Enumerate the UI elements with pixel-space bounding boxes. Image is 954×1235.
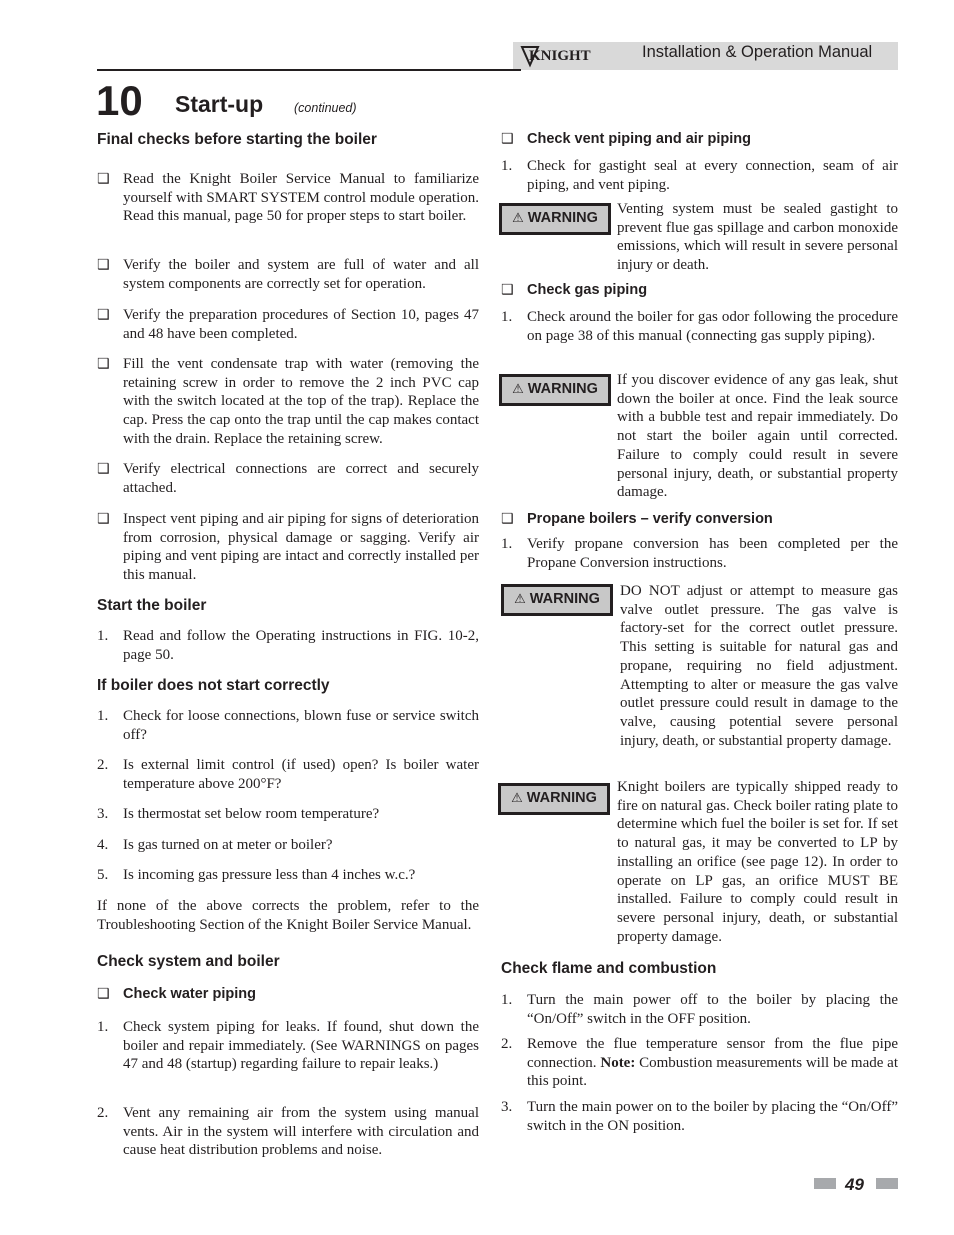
manual-title: Installation & Operation Manual — [642, 43, 873, 61]
list-item: 3. Is thermostat set below room temperature? — [97, 806, 380, 822]
list-item: 1. Check for gastight seal at every connection, seam of air piping, and vent piping. — [501, 158, 898, 193]
warning-text: If you discover evidence of any gas leak, shut down the boiler at once. Find the leak source with a bubble test and repair immediately. Do not start the boiler again until corrected. Failure to comply could result in severe personal injury, death, or substantial property damage. — [617, 372, 898, 501]
checkbox-icon: ❑ — [97, 511, 110, 527]
list-item: 2. Remove the flue temperature sensor from the flue pipe connection. Note: Combustion measurements will be made at this point. — [501, 1036, 899, 1090]
list-item: 1. Read and follow the Operating instructions in FIG. 10-2, page 50. — [97, 628, 479, 663]
heading-flame: Check flame and combustion — [501, 960, 717, 977]
list-item: 2. Vent any remaining air from the system using manual vents. Air in the system will interfere with circulation and cause heat distribution problems and noise. — [97, 1105, 479, 1159]
warning-icon: ⚠ — [511, 791, 523, 806]
list-item: 1. Check around the boiler for gas odor following the procedure on page 38 of this manual (connecting gas supply piping). — [501, 309, 898, 344]
warning-badge: ⚠ WARNING — [498, 783, 610, 815]
final-check-item: ❑ Inspect vent piping and air piping for signs of deterioration from corrosion, physical damage or sagging. Verify air piping and vent piping are intact and correctly installed per this manual. — [97, 511, 479, 584]
heading-check-system: Check system and boiler — [97, 953, 280, 970]
checkbox-icon: ❑ — [97, 461, 110, 477]
section-title: Start-up — [175, 91, 264, 117]
heading-not-start: If boiler does not start correctly — [97, 677, 330, 694]
page-bar-left — [814, 1178, 836, 1189]
list-item: 5. Is incoming gas pressure less than 4 inches w.c.? — [97, 867, 416, 883]
list-item: 1. Check for loose connections, blown fuse or service switch off? — [97, 708, 479, 743]
page-number: 49 — [845, 1175, 864, 1194]
troubleshooting-note: If none of the above corrects the problem, refer to the Troubleshooting Section of the Knight Boiler Service Manual. — [97, 898, 479, 933]
list-item: 3. Turn the main power on to the boiler by placing the “On/Off” switch in the ON position. — [501, 1099, 898, 1134]
checkbox-icon: ❑ — [501, 131, 514, 147]
warning-text: Venting system must be sealed gastight to prevent flue gas spillage and carbon monoxide emissions, which will result in severe personal injury or death. — [617, 201, 898, 274]
header-rule — [97, 69, 521, 71]
list-item: 2. Is external limit control (if used) open? Is boiler water temperature above 200°F? — [97, 757, 479, 792]
page-bar-right — [876, 1178, 898, 1189]
list-item: 1. Verify propane conversion has been completed per the Propane Conversion instructions. — [501, 536, 898, 571]
heading-gas-piping: ❑ Check gas piping — [501, 282, 648, 298]
checkbox-icon: ❑ — [97, 356, 110, 372]
heading-water-piping: ❑ Check water piping — [97, 986, 256, 1002]
section-continued: (continued) — [294, 101, 357, 115]
warning-badge: ⚠ WARNING — [499, 203, 611, 235]
svg-text:KNIGHT: KNIGHT — [529, 48, 591, 64]
checkbox-icon: ❑ — [501, 282, 514, 298]
final-check-item: ❑ Fill the vent condensate trap with water (removing the retaining screw in order to remove the 2 inch PVC cap with the switch located at the top of the trap). Replace the cap. Press the cap onto the trap until the cap makes contact with the drain. Replace the retaining screw. — [97, 356, 479, 447]
final-check-item: ❑ Verify the boiler and system are full of water and all system components are correctly set for operation. — [97, 257, 479, 292]
warning-icon: ⚠ — [514, 592, 526, 607]
list-item: 1. Turn the main power off to the boiler by placing the “On/Off” switch in the OFF position. — [501, 992, 898, 1027]
checkbox-icon: ❑ — [97, 986, 110, 1002]
final-check-item: ❑ Verify the preparation procedures of Section 10, pages 47 and 48 have been completed. — [97, 307, 479, 342]
section-number: 10 — [96, 77, 143, 124]
final-check-item: ❑ Verify electrical connections are correct and securely attached. — [97, 461, 479, 496]
warning-icon: ⚠ — [512, 211, 524, 226]
checkbox-icon: ❑ — [97, 307, 110, 323]
warning-text: Knight boilers are typically shipped ready to fire on natural gas. Check boiler rating plate to determine which fuel the boiler is set for. If set to natural gas, it may be converted to LP by installing an orifice (see page 12). In order to operate on LP gas, an orifice MUST BE installed. Failure to comply could result in severe personal injury, death, or substantial property damage. — [617, 779, 898, 945]
heading-start-boiler: Start the boiler — [97, 597, 207, 614]
checkbox-icon: ❑ — [97, 171, 110, 187]
warning-icon: ⚠ — [512, 382, 524, 397]
heading-final-checks: Final checks before starting the boiler — [97, 131, 377, 148]
heading-vent-piping: ❑ Check vent piping and air piping — [501, 131, 751, 147]
warning-text: DO NOT adjust or attempt to measure gas valve outlet pressure. The gas valve is factory-set for the correct outlet pressure. This setting is suitable for natural gas and propane, requiring no field adjustment. Attempting to alter or measure the gas valve outlet pressure could result in damage to the valve, causing potential severe personal injury, death, or substantial property damage. — [620, 583, 898, 749]
checkbox-icon: ❑ — [501, 511, 514, 527]
checkbox-icon: ❑ — [97, 257, 110, 273]
list-item: 1. Check system piping for leaks. If found, shut down the boiler and repair immediately. (See WARNINGS on pages 47 and 48 (startup) regarding failure to repair leaks.) — [97, 1019, 479, 1073]
knight-logo — [520, 44, 600, 68]
warning-badge: ⚠ WARNING — [501, 584, 613, 616]
warning-badge: ⚠ WARNING — [499, 374, 611, 406]
list-item: 4. Is gas turned on at meter or boiler? — [97, 837, 333, 853]
final-check-item: ❑ Read the Knight Boiler Service Manual to familiarize yourself with SMART SYSTEM control module operation. Read this manual, page 50 for proper steps to start boiler. — [97, 171, 479, 225]
heading-propane: ❑ Propane boilers – verify conversion — [501, 511, 773, 527]
